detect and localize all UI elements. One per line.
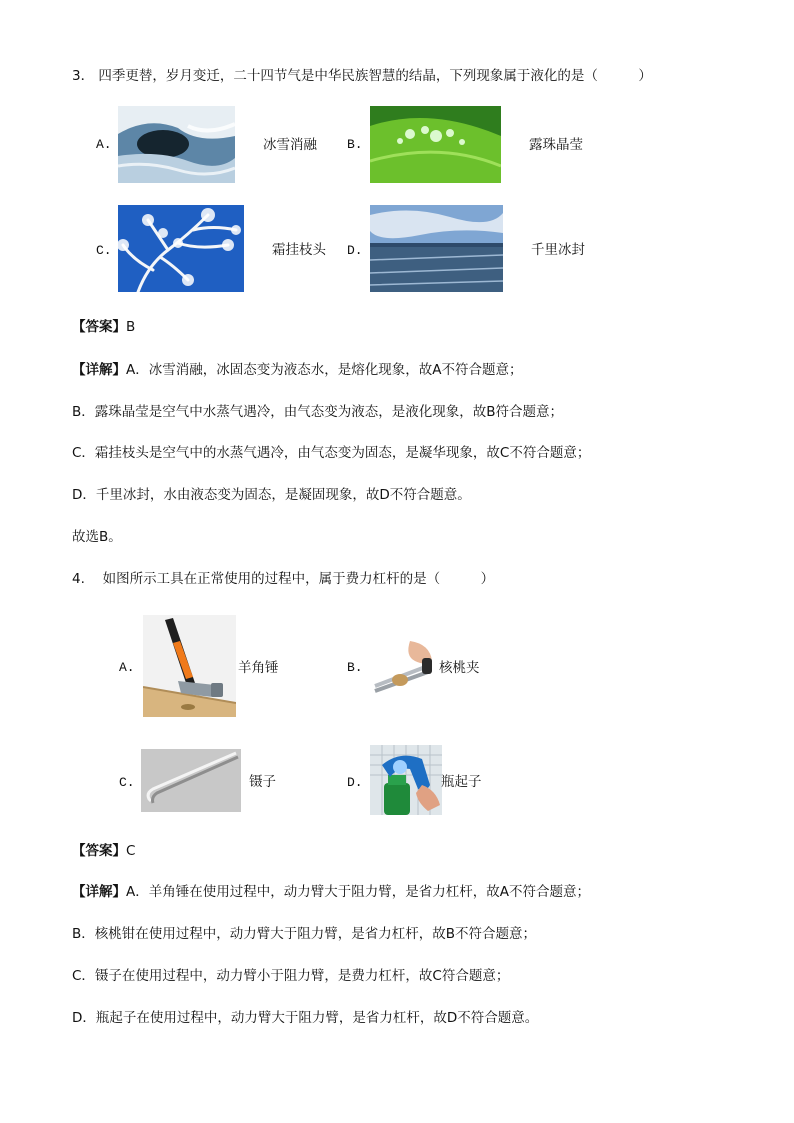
q4-option-a-image-claw-hammer <box>143 615 236 717</box>
q3-option-c-text: 霜挂枝头 <box>272 242 326 258</box>
q3-option-a-text: 冰雪消融 <box>263 137 317 153</box>
q3-answer <box>72 318 135 336</box>
q4-option-a-letter: A. <box>119 660 135 675</box>
q3-option-b-text: 露珠晶莹 <box>529 137 583 153</box>
detail-text: A．冰雪消融，冰固态变为液态水，是熔化现象，故A不符合题意； <box>126 362 523 378</box>
q4-answer <box>72 842 135 860</box>
q3-stem: 3． 四季更替，岁月变迁，二十四节气是中华民族智慧的结晶，下列现象属于液化的是（ ） <box>72 68 652 84</box>
q4-option-c-image-tweezers <box>141 749 241 812</box>
q4-option-d-text: 瓶起子 <box>441 774 482 790</box>
q4-option-d-letter: D. <box>347 775 363 790</box>
detail-label: 【详解】 <box>72 362 126 378</box>
q4-option-d-image-bottle-opener <box>370 745 442 815</box>
detail-text: A．羊角锤在使用过程中，动力臂大于阻力臂，是省力杠杆，故A不符合题意； <box>126 884 590 900</box>
q4-option-c-letter: C. <box>119 775 135 790</box>
detail-label: 【详解】 <box>72 884 126 900</box>
q3-option-b-letter: B. <box>347 137 363 152</box>
answer-value: C <box>126 843 136 859</box>
q3-detail-conclusion: 故选B。 <box>72 529 122 545</box>
q3-option-a-letter: A. <box>96 137 112 152</box>
q4-option-b-letter: B. <box>347 660 363 675</box>
q4-stem: 4. 如图所示工具在正常使用的过程中，属于费力杠杆的是（ ） <box>72 571 495 587</box>
answer-label: 【答案】 <box>72 843 126 859</box>
q4-option-b-text: 核桃夹 <box>439 660 480 676</box>
q3-option-a-image-snowmelt <box>118 106 235 183</box>
q3-option-c-image-frost-branches <box>118 205 244 292</box>
q3-detail-line-4: D．千里冰封，水由液态变为固态，是凝固现象，故D不符合题意。 <box>72 487 471 503</box>
answer-label: 【答案】 <box>72 319 126 335</box>
q4-detail-line-4: D．瓶起子在使用过程中，动力臂大于阻力臂，是省力杠杆，故D不符合题意。 <box>72 1010 539 1026</box>
q3-option-c-letter: C. <box>96 243 112 258</box>
q4-detail-line-3: C．镊子在使用过程中，动力臂小于阻力臂，是费力杠杆，故C符合题意； <box>72 968 510 984</box>
q3-option-d-text: 千里冰封 <box>531 242 585 258</box>
q4-detail-line-1 <box>72 883 590 901</box>
q3-option-d-image-frozen-lake <box>370 205 503 292</box>
q3-option-d-letter: D. <box>347 243 363 258</box>
q3-detail-line-2: B．露珠晶莹是空气中水蒸气遇冷，由气态变为液态，是液化现象，故B符合题意； <box>72 404 564 420</box>
q3-detail-line-1 <box>72 361 522 379</box>
q4-option-a-text: 羊角锤 <box>238 660 279 676</box>
q3-option-b-image-dewdrops <box>370 106 501 183</box>
answer-value: B <box>126 319 136 335</box>
q4-option-b-image-nutcracker <box>370 636 436 696</box>
q3-detail-line-3: C．霜挂枝头是空气中的水蒸气遇冷，由气态变为固态，是凝华现象，故C不符合题意； <box>72 445 591 461</box>
q4-detail-line-2: B．核桃钳在使用过程中，动力臂大于阻力臂，是省力杠杆，故B不符合题意； <box>72 926 537 942</box>
q4-option-c-text: 镊子 <box>249 774 276 790</box>
